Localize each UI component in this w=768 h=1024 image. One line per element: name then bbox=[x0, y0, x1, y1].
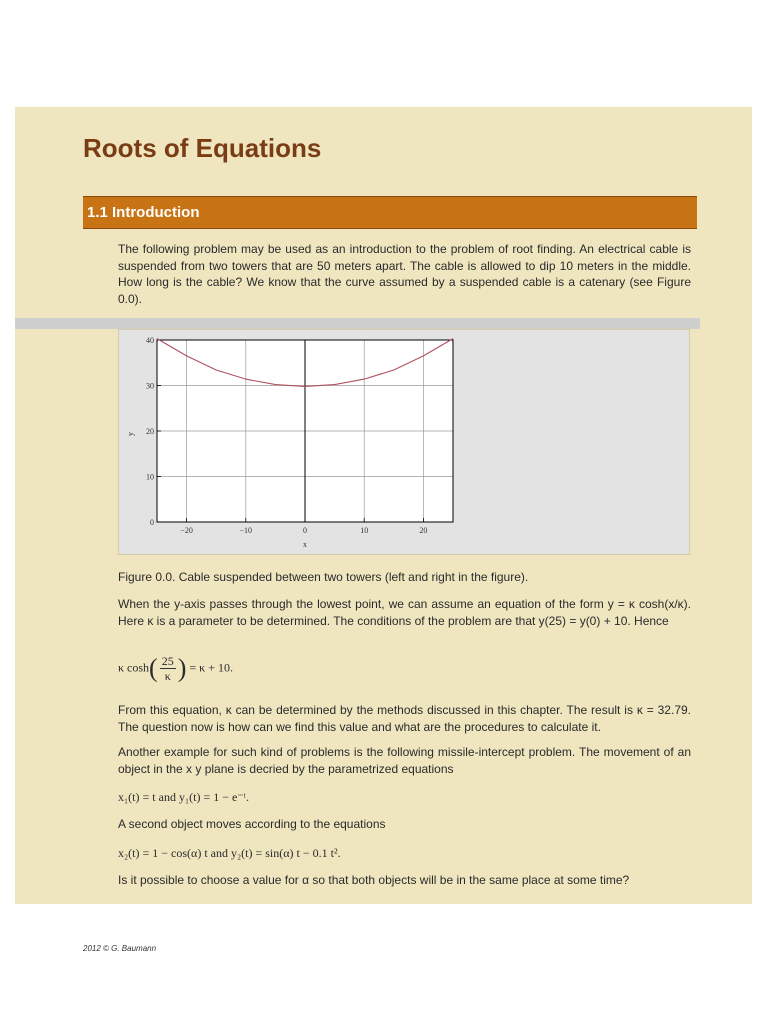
equation-object-2: x₂(t) = 1 − cos(α) t and y₂(t) = sin(α) t − 0.1 t². bbox=[118, 846, 341, 860]
y-tick-label-1: 10 bbox=[146, 472, 154, 482]
x-tick-label-2: 0 bbox=[303, 526, 307, 535]
paragraph-question: Is it possible to choose a value for α so that both objects will be in the same place at some time? bbox=[118, 873, 630, 887]
paragraph-second-object: A second object moves according to the equations bbox=[118, 817, 386, 831]
section-header bbox=[83, 196, 697, 229]
y-tick-label-0: 0 bbox=[150, 518, 154, 527]
paragraph-y-axis: When the y-axis passes through the lowest point, we can assume an equation of the form y = κ cosh(x/κ). Here κ is a parameter to be determined. The conditions of the problem are that y(25) = y(0) + 10. Hence bbox=[118, 597, 691, 628]
figure-separator bbox=[15, 318, 700, 329]
chapter-title: Roots of Equations bbox=[83, 133, 322, 163]
eq-kappa-tail: = κ + 10. bbox=[189, 660, 233, 675]
x-tick-label-4: 20 bbox=[419, 526, 428, 535]
eq-kappa-lead: κ cosh bbox=[118, 660, 150, 675]
section-title: 1.1 Introduction bbox=[87, 204, 200, 221]
y-tick-label-4: 40 bbox=[146, 336, 154, 345]
eq-kappa-den: κ bbox=[164, 669, 171, 683]
x-tick-label-3: 10 bbox=[360, 526, 369, 535]
y-tick-label-2: 20 bbox=[146, 427, 154, 436]
footer-copyright: 2012 © G. Baumann bbox=[83, 944, 157, 953]
equation-object-1: x₁(t) = t and y₁(t) = 1 − e⁻ᵗ. bbox=[118, 790, 249, 804]
x-tick-label-0: −20 bbox=[180, 526, 193, 535]
figure-catenary bbox=[118, 329, 690, 555]
x-tick-label-1: −10 bbox=[239, 526, 253, 535]
page bbox=[15, 107, 752, 904]
paragraph-missile: Another example for such kind of problems is the following missile-intercept problem. The movement of an object in the x y plane is decried by the parametrized equations bbox=[118, 745, 691, 776]
catenary-chart bbox=[119, 330, 691, 556]
intro-paragraph: The following problem may be used as an introduction to the problem of root finding. An electrical cable is suspended from two towers that are 50 meters apart. The cable is allowed to dip 10 meters in the middle. How long is the cable? We know that the curve assumed by a suspended cable is a catenary (see Figure 0.0). bbox=[118, 242, 691, 306]
equation-kappa: κ cosh( $\frac{25}{\kappa}$ ) = κ + 10. bbox=[118, 653, 233, 683]
y-axis-label: y bbox=[126, 432, 135, 436]
paragraph-result: From this equation, κ can be determined by the methods discussed in this chapter. The result is κ = 32.79. The question now is how can we find this value and what are the procedures to calculate it. bbox=[118, 703, 691, 734]
x-axis-label: x bbox=[303, 540, 307, 549]
figure-caption: Figure 0.0. Cable suspended between two towers (left and right in the figure). bbox=[118, 570, 529, 584]
eq-kappa-num: 25 bbox=[161, 654, 174, 668]
y-tick-label-3: 30 bbox=[146, 381, 154, 391]
